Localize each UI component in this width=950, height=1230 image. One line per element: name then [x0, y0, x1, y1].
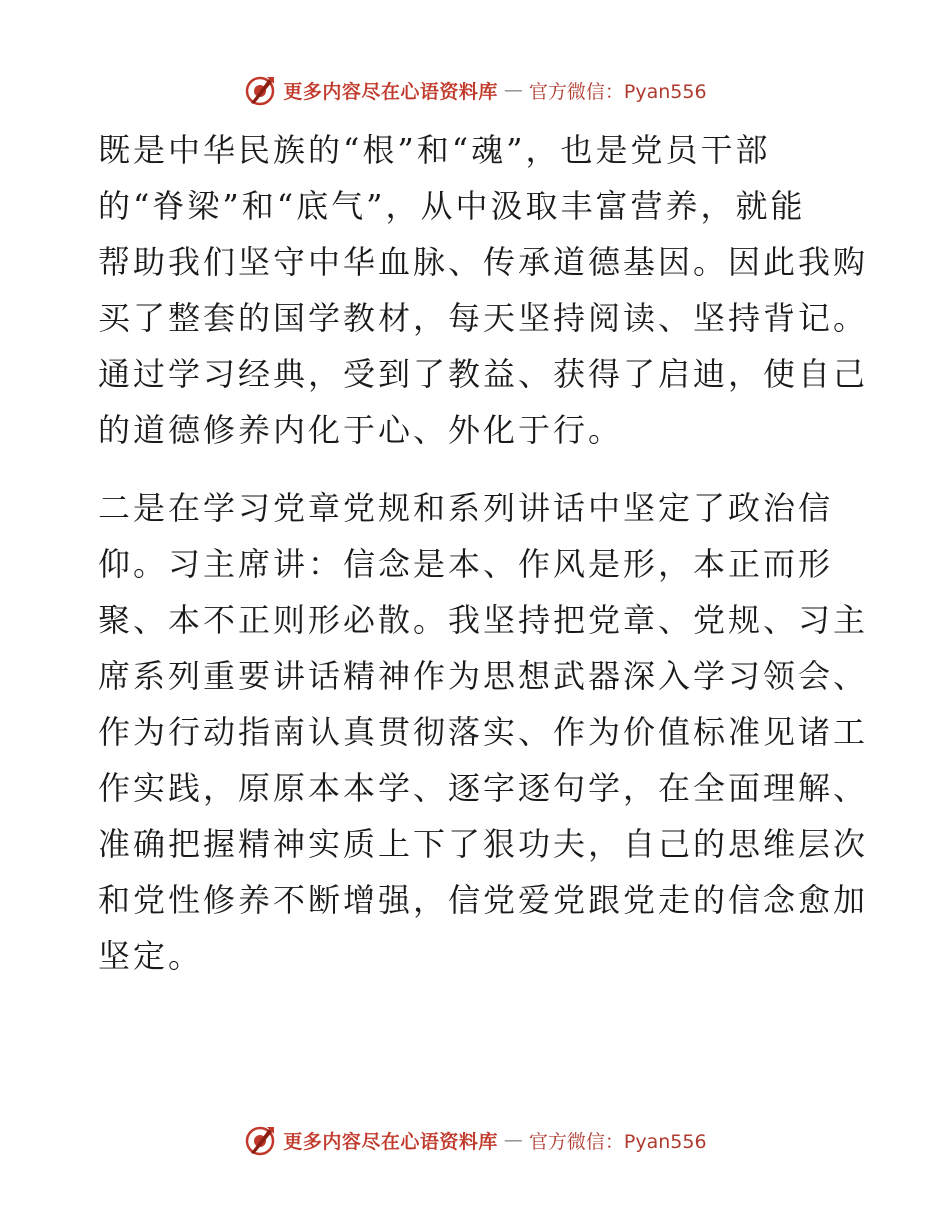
text-line: 帮助我们坚守中华血脉、传承道德基因。因此我购 — [98, 243, 869, 281]
paragraph-2 — [98, 480, 869, 984]
text-line: 仰。习主席讲：信念是本、作风是形，本正而形 — [98, 545, 834, 583]
watermark-brand: 更多内容尽在心语资料库 — [283, 80, 498, 103]
text-line: 买了整套的国学教材，每天坚持阅读、坚持背记。 — [98, 299, 869, 337]
watermark-account: 官方微信：Pyan556 — [528, 1130, 707, 1153]
text-line: 聚、本不正则形必散。我坚持把党章、党规、习主 — [98, 601, 869, 639]
watermark-brand: 更多内容尽在心语资料库 — [283, 1130, 498, 1153]
text-line: 通过学习经典，受到了教益、获得了启迪，使自己 — [98, 355, 869, 393]
text-line: 的道德修养内化于心、外化于行。 — [98, 411, 624, 449]
text-line: 的“脊梁”和“底气”，从中汲取丰富营养，就能 — [98, 187, 806, 225]
footer-watermark — [0, 1120, 950, 1160]
paragraph-1 — [98, 122, 869, 458]
header-watermark — [0, 70, 950, 110]
text-line: 和党性修养不断增强，信党爱党跟党走的信念愈加 — [98, 881, 869, 919]
text-line: 坚定。 — [98, 937, 204, 975]
watermark-account: 官方微信：Pyan556 — [528, 80, 707, 103]
quill-logo-icon — [243, 1123, 277, 1157]
watermark-separator: — — [503, 1129, 523, 1151]
text-line: 既是中华民族的“根”和“魂”，也是党员干部 — [98, 131, 771, 169]
watermark-separator: — — [503, 79, 523, 101]
text-line: 准确把握精神实质上下了狠功夫，自己的思维层次 — [98, 825, 869, 863]
text-line: 席系列重要讲话精神作为思想武器深入学习领会、 — [98, 657, 869, 695]
text-line: 作实践，原原本本学、逐字逐句学，在全面理解、 — [98, 769, 869, 807]
text-line: 作为行动指南认真贯彻落实、作为价值标准见诸工 — [98, 713, 869, 751]
quill-logo-icon — [243, 73, 277, 107]
text-line: 二是在学习党章党规和系列讲话中坚定了政治信 — [98, 489, 834, 527]
document-body — [98, 122, 869, 984]
